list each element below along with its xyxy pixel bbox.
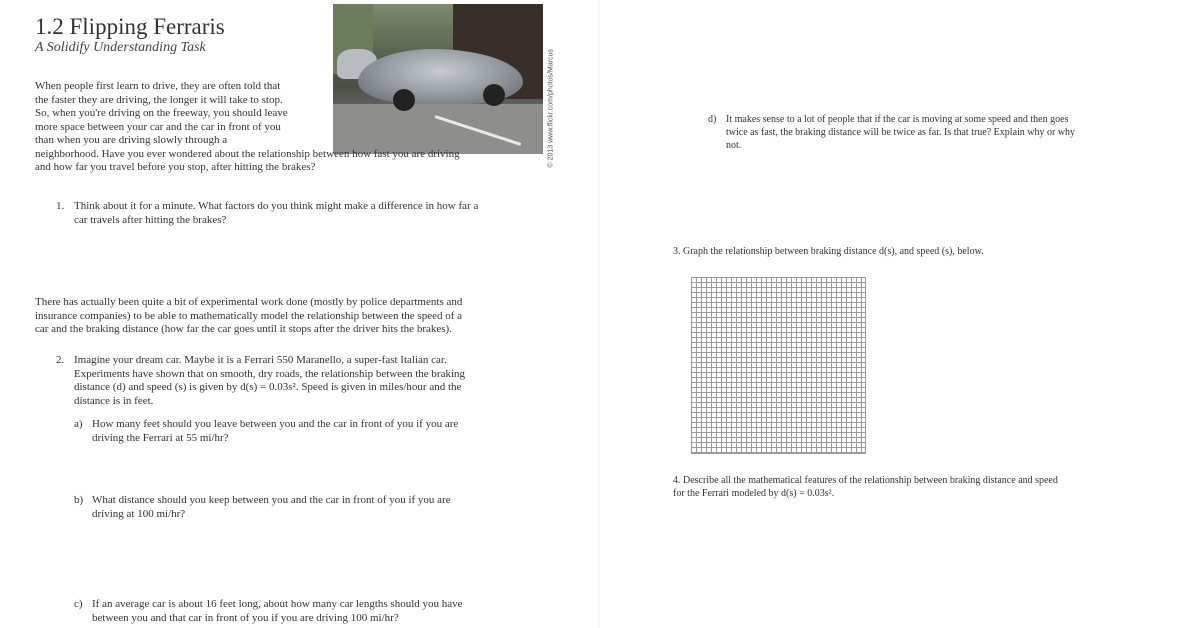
question-2: Imagine your dream car. Maybe it is a Ferrari 550 Maranello, a super-fast Italian car. Experiments have shown that on smooth, dry roads, the relationship between the braking distance (d) and speed (s) is given by d(s) = 0.03s². Speed is given in miles/hour and the distance is in feet. bbox=[74, 354, 466, 407]
question-4: 4. Describe all the mathematical features of the relationship between braking distance and speed for the Ferrari modeled by d(s) = 0.03s². bbox=[673, 475, 1058, 499]
photo-credit: © 2013 www.flickr.com/photos/Marcus bbox=[547, 49, 555, 168]
page-subtitle: A Solidify Understanding Task bbox=[35, 40, 206, 55]
page-title: 1.2 Flipping Ferraris bbox=[35, 14, 225, 39]
blank-graph-grid bbox=[691, 277, 866, 454]
question-2d: It makes sense to a lot of people that if the car is moving at some speed and then goes twice as fast, the braking distance will be twice as far. Is that true? Explain why or why not. bbox=[726, 114, 1076, 151]
question-2c: If an average car is about 16 feet long, about how many car lengths should you have between you and that car in front of you if you are driving 100 mi/hr? bbox=[92, 598, 463, 624]
question-2d-label: d) bbox=[708, 114, 717, 125]
intro-paragraph: When people first learn to drive, they are often told that the faster they are driving, the longer it will take to stop. So, when you're driving on the freeway, you should leave more space between your car and the car in front of you than when you are driving slowly through a neighborhood. Have you ever wondered about the relationship between how fast you are driving and how far you travel before you stop, after hitting the brakes? bbox=[35, 80, 460, 173]
question-2c-label: c) bbox=[74, 598, 83, 610]
question-1: Think about it for a minute. What factors do you think might make a difference in how far a car travels after hitting the brakes? bbox=[74, 200, 479, 226]
research-paragraph: There has actually been quite a bit of experimental work done (mostly by police departments and insurance companies) to be able to mathematically model the relationship between the speed of a car and the braking distance (how far the car goes until it stops after the driver hits the brakes). bbox=[35, 296, 463, 335]
question-2-number: 2. bbox=[56, 354, 65, 366]
question-3: 3. Graph the relationship between braking distance d(s), and speed (s), below. bbox=[673, 246, 984, 257]
question-2b-label: b) bbox=[74, 494, 84, 506]
question-2b: What distance should you keep between you and the car in front of you if you are driving at 100 mi/hr? bbox=[92, 494, 451, 520]
question-2a-label: a) bbox=[74, 418, 83, 430]
right-page bbox=[600, 0, 1200, 628]
question-2a: How many feet should you leave between you and the car in front of you if you are driving the Ferrari at 55 mi/hr? bbox=[92, 418, 459, 444]
question-1-number: 1. bbox=[56, 200, 65, 212]
